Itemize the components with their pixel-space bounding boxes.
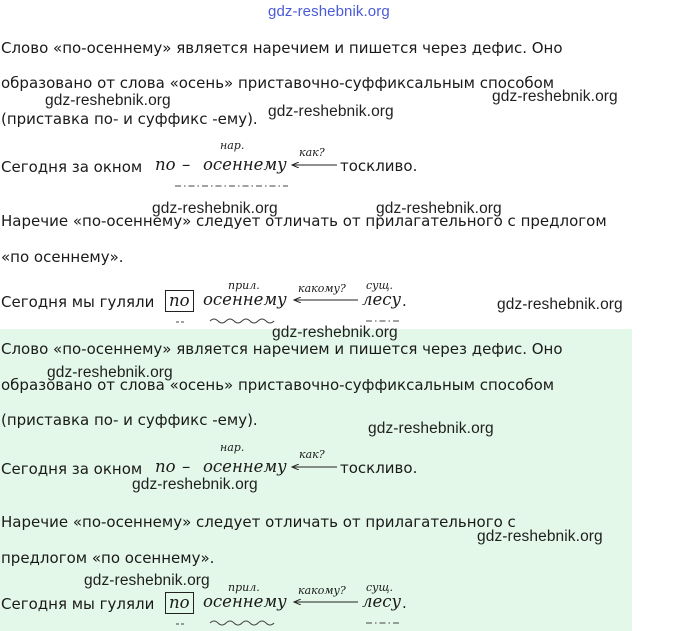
attribute-underline — [210, 319, 274, 323]
watermark: gdz-reshebnik.org — [47, 364, 173, 381]
example-adjective-intro: Сегодня мы гуляли — [1, 293, 155, 311]
adverb-dash: – — [182, 457, 191, 476]
noun-lesu: лесу — [362, 592, 402, 611]
sentence-dot: . — [402, 292, 407, 310]
example-adverb-intro: Сегодня за окном — [1, 460, 143, 478]
watermark: gdz-reshebnik.org — [272, 324, 398, 341]
label-noun: сущ. — [366, 279, 394, 292]
adverb-dash: – — [182, 155, 191, 174]
question-kak: как? — [299, 146, 325, 159]
question-kakomu: какому? — [298, 584, 346, 597]
paragraph-1: Слово «по-осеннему» является наречием и пишется через дефис. Оно — [1, 340, 563, 358]
adverb-part-osennemu: осеннему — [203, 155, 287, 174]
adjective-osennemu: осеннему — [203, 290, 287, 309]
paragraph-3: (приставка по- и суффикс -ему). — [1, 110, 258, 128]
example-adjective-intro: Сегодня мы гуляли — [1, 595, 155, 613]
adjective-osennemu: осеннему — [203, 592, 287, 611]
paragraph-5: предлогом «по осеннему». — [1, 549, 215, 567]
paragraph-4: Наречие «по-осеннему» следует отличать от прилагательного с — [1, 513, 516, 531]
question-kak: как? — [299, 448, 325, 461]
watermark: gdz-reshebnik.org — [368, 420, 494, 437]
label-adjective: прил. — [228, 279, 260, 292]
paragraph-2: образовано от слова «осень» приставочно-суффиксальным способом — [1, 376, 555, 394]
adverb-part-po: по — [155, 155, 176, 174]
paragraph-4: Наречие «по-осеннему» следует отличать от прилагательного с предлогом — [1, 212, 607, 230]
sentence-dot: . — [402, 594, 407, 612]
label-adverb: нар. — [220, 139, 245, 152]
watermark: gdz-reshebnik.org — [268, 103, 394, 120]
example-adverb-intro: Сегодня за окном — [1, 158, 143, 176]
watermark: gdz-reshebnik.org — [492, 88, 618, 105]
watermark: gdz-reshebnik.org — [497, 296, 623, 313]
watermark: gdz-reshebnik.org — [376, 200, 502, 217]
watermark: gdz-reshebnik.org — [132, 476, 258, 493]
watermark: gdz-reshebnik.org — [477, 528, 603, 545]
paragraph-2: образовано от слова «осень» приставочно-суффиксальным способом — [1, 74, 555, 92]
attribute-underline — [210, 621, 274, 625]
preposition-po: по — [165, 290, 194, 312]
label-adjective: прил. — [228, 581, 260, 594]
paragraph-5: «по осеннему». — [1, 248, 124, 266]
label-noun: сущ. — [366, 581, 394, 594]
watermark: gdz-reshebnik.org — [152, 200, 278, 217]
question-kakomu: какому? — [298, 282, 346, 295]
word-toskivo: тоскливо. — [340, 157, 418, 175]
noun-lesu: лесу — [362, 290, 402, 309]
watermark: gdz-reshebnik.org — [45, 92, 171, 109]
word-toskivo: тоскливо. — [340, 459, 418, 477]
paragraph-1: Слово «по-осеннему» является наречием и пишется через дефис. Оно — [1, 39, 563, 57]
adverb-part-po: по — [155, 457, 176, 476]
adverb-part-osennemu: осеннему — [203, 457, 287, 476]
watermark: gdz-reshebnik.org — [84, 572, 210, 589]
preposition-po: по — [165, 592, 194, 614]
watermark-top: gdz-reshebnik.org — [268, 3, 390, 20]
label-adverb: нар. — [220, 441, 245, 454]
paragraph-3: (приставка по- и суффикс -ему). — [1, 411, 258, 429]
